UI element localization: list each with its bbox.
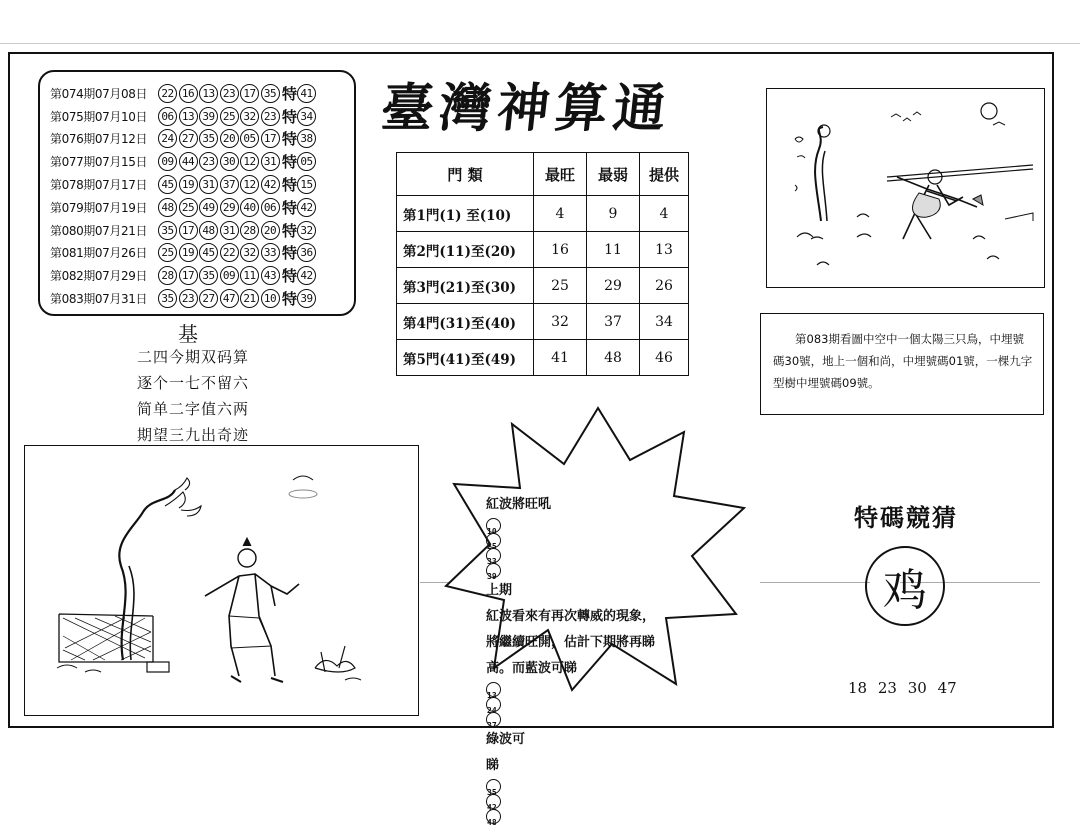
cell-min: 29 <box>587 268 640 304</box>
number-ball: 06 <box>158 107 177 126</box>
number-ball: 48 <box>199 221 218 240</box>
number-ball: 05 <box>240 129 259 148</box>
zodiac-animal: 鸡 <box>883 565 927 616</box>
number-ball: 35 <box>158 221 177 240</box>
mini-number-ball: 33 <box>486 548 501 563</box>
draw-row <box>50 150 348 173</box>
number-ball: 16 <box>179 84 198 103</box>
star-line-5 <box>486 753 718 827</box>
cell-category: 第4門(31)至(40) <box>397 304 534 340</box>
number-ball: 37 <box>220 175 239 194</box>
number-ball: 45 <box>199 243 218 262</box>
number-ball: 17 <box>179 266 198 285</box>
cell-offer: 34 <box>640 304 689 340</box>
number-ball: 33 <box>261 243 280 262</box>
star-line-2: 紅波看來有再次轉威的現象， <box>486 609 656 624</box>
star-balls-blue <box>486 682 718 730</box>
special-label: 特 <box>282 153 298 172</box>
draw-row <box>50 105 348 128</box>
cell-category: 第3門(21)至(30) <box>397 268 534 304</box>
special-label: 特 <box>282 107 298 126</box>
scan-line <box>760 582 870 583</box>
number-ball: 12 <box>240 152 259 171</box>
description-text: 第083期看圖中空中一個太陽三只鳥，中埋號碼30號，地上一個和尚，中埋號碼01號，一棵九字型樹中埋號碼09號。 <box>773 332 1033 390</box>
number-ball: 22 <box>220 243 239 262</box>
special-label: 特 <box>282 176 298 195</box>
poem-line: 二四今期双码算 <box>137 348 250 366</box>
special-label: 特 <box>282 221 298 240</box>
monk-illustration <box>766 88 1045 288</box>
star-balls-green <box>486 779 718 827</box>
draw-row <box>50 219 348 242</box>
number-ball: 44 <box>179 152 198 171</box>
special-number-ball: 39 <box>297 289 316 308</box>
number-ball: 31 <box>220 221 239 240</box>
number-ball: 23 <box>261 107 280 126</box>
poem-line: 期望三九出奇迹 <box>137 426 250 444</box>
number-ball: 39 <box>199 107 218 126</box>
special-label: 特 <box>282 130 298 149</box>
number-ball: 10 <box>261 289 280 308</box>
star-line-3: 將繼續旺開，估計下期將再睇 <box>486 635 656 650</box>
cell-max: 4 <box>534 196 587 232</box>
number-ball: 28 <box>158 266 177 285</box>
cell-category: 第5門(41)至(49) <box>397 340 534 376</box>
special-number-ball: 38 <box>297 129 316 148</box>
number-ball: 40 <box>240 198 259 217</box>
header-offer: 提供 <box>640 153 689 196</box>
draw-row <box>50 128 348 151</box>
cell-min: 9 <box>587 196 640 232</box>
mini-number-ball: 37 <box>486 712 501 727</box>
special-number-ball: 15 <box>297 175 316 194</box>
number-ball: 35 <box>199 129 218 148</box>
number-ball: 24 <box>158 129 177 148</box>
mini-number-ball: 48 <box>486 809 501 824</box>
cell-max: 41 <box>534 340 587 376</box>
star-line-4-prefix: 高。而藍波可睇 <box>486 661 578 676</box>
zodiac-animal-badge <box>865 546 945 626</box>
draw-period: 第079期07月19日 <box>50 200 148 215</box>
monk-drawing <box>767 89 1045 288</box>
number-ball: 23 <box>199 152 218 171</box>
poem-title: 基 <box>178 322 198 346</box>
special-number-ball: 32 <box>297 221 316 240</box>
cell-max: 16 <box>534 232 587 268</box>
number-ball: 27 <box>179 129 198 148</box>
draw-row <box>50 264 348 287</box>
star-line-4 <box>486 656 718 753</box>
draw-period: 第082期07月29日 <box>50 269 148 284</box>
number-ball: 32 <box>240 243 259 262</box>
mini-number-ball: 39 <box>486 563 501 578</box>
number-ball: 49 <box>199 198 218 217</box>
mini-number-ball: 35 <box>486 779 501 794</box>
number-ball: 12 <box>240 175 259 194</box>
number-ball: 09 <box>220 266 239 285</box>
number-ball: 25 <box>220 107 239 126</box>
draw-row <box>50 287 348 310</box>
number-ball: 47 <box>220 289 239 308</box>
cell-min: 11 <box>587 232 640 268</box>
main-title: 臺灣神算通 <box>378 78 675 139</box>
special-number-ball: 36 <box>297 243 316 262</box>
number-ball: 19 <box>179 243 198 262</box>
number-ball: 48 <box>158 198 177 217</box>
cell-offer: 13 <box>640 232 689 268</box>
number-ball: 30 <box>220 152 239 171</box>
special-number-ball: 05 <box>297 152 316 171</box>
number-ball: 20 <box>261 221 280 240</box>
number-ball: 42 <box>261 175 280 194</box>
number-ball: 25 <box>158 243 177 262</box>
special-label: 特 <box>282 198 298 217</box>
star-line-4-suffix: 綠波可 <box>486 732 526 747</box>
number-ball: 31 <box>261 152 280 171</box>
table-row <box>397 340 689 376</box>
special-number-ball: 41 <box>297 84 316 103</box>
draw-period: 第080期07月21日 <box>50 223 148 238</box>
cell-offer: 26 <box>640 268 689 304</box>
table-row <box>397 232 689 268</box>
mini-number-ball: 13 <box>486 682 501 697</box>
star-line-1-prefix: 紅波將旺吼 <box>486 497 552 512</box>
number-ball: 45 <box>158 175 177 194</box>
guess-numbers: 18 23 30 47 <box>848 679 957 697</box>
draw-period: 第077期07月15日 <box>50 155 148 170</box>
cell-max: 25 <box>534 268 587 304</box>
number-ball: 27 <box>199 289 218 308</box>
table-row <box>397 268 689 304</box>
cell-offer: 4 <box>640 196 689 232</box>
number-ball: 22 <box>158 84 177 103</box>
header-max: 最旺 <box>534 153 587 196</box>
number-ball: 06 <box>261 198 280 217</box>
star-line-5-prefix: 睇 <box>486 758 500 773</box>
scholar-illustration <box>24 445 419 716</box>
special-number-ball: 42 <box>297 198 316 217</box>
number-ball: 21 <box>240 289 259 308</box>
number-ball: 17 <box>240 84 259 103</box>
mini-number-ball: 42 <box>486 794 501 809</box>
draw-period: 第076期07月12日 <box>50 132 148 147</box>
number-ball: 32 <box>240 107 259 126</box>
special-guess-title: 特碼競猜 <box>854 503 958 532</box>
number-ball: 35 <box>261 84 280 103</box>
number-ball: 09 <box>158 152 177 171</box>
draw-period: 第078期07月17日 <box>50 178 148 193</box>
star-line-1-suffix: 上期 <box>486 583 513 598</box>
cell-min: 48 <box>587 340 640 376</box>
number-ball: 29 <box>220 198 239 217</box>
star-line-1 <box>486 492 718 604</box>
cell-category: 第1門(1) 至(10) <box>397 196 534 232</box>
number-ball: 13 <box>199 84 218 103</box>
special-number-ball: 34 <box>297 107 316 126</box>
mini-number-ball: 25 <box>486 533 501 548</box>
number-ball: 11 <box>240 266 259 285</box>
number-ball: 23 <box>220 84 239 103</box>
star-balls-red <box>486 518 718 581</box>
draw-row <box>50 242 348 265</box>
cell-offer: 46 <box>640 340 689 376</box>
star-burst-text <box>486 492 718 827</box>
draw-period: 第083期07月31日 <box>50 292 148 307</box>
draw-period: 第074期07月08日 <box>50 86 148 101</box>
table-row <box>397 196 689 232</box>
cell-max: 32 <box>534 304 587 340</box>
table-row <box>397 304 689 340</box>
special-label: 特 <box>282 267 298 286</box>
category-table <box>396 152 689 376</box>
number-ball: 20 <box>220 129 239 148</box>
header-min: 最弱 <box>587 153 640 196</box>
special-number-ball: 42 <box>297 266 316 285</box>
cell-category: 第2門(11)至(20) <box>397 232 534 268</box>
draw-period: 第075期07月10日 <box>50 109 148 124</box>
draw-row <box>50 196 348 219</box>
special-label: 特 <box>282 290 298 309</box>
scholar-drawing <box>25 446 419 716</box>
hint-description <box>760 313 1044 415</box>
draw-row <box>50 173 348 196</box>
mini-number-ball: 10 <box>486 518 501 533</box>
number-ball: 43 <box>261 266 280 285</box>
number-ball: 23 <box>179 289 198 308</box>
number-ball: 35 <box>158 289 177 308</box>
header-category: 門 類 <box>397 153 534 196</box>
number-ball: 31 <box>199 175 218 194</box>
number-ball: 17 <box>261 129 280 148</box>
cell-min: 37 <box>587 304 640 340</box>
poem-line: 简单二字值六两 <box>137 400 250 418</box>
special-label: 特 <box>282 244 298 263</box>
number-ball: 19 <box>179 175 198 194</box>
number-ball: 28 <box>240 221 259 240</box>
number-ball: 13 <box>179 107 198 126</box>
poem-line: 逐个一七不留六 <box>137 374 250 392</box>
number-ball: 25 <box>179 198 198 217</box>
draw-row <box>50 82 348 105</box>
draw-history-panel <box>38 70 356 316</box>
mini-number-ball: 24 <box>486 697 501 712</box>
number-ball: 35 <box>199 266 218 285</box>
draw-period: 第081期07月26日 <box>50 246 148 261</box>
special-label: 特 <box>282 84 298 103</box>
scan-line <box>0 43 1080 44</box>
number-ball: 17 <box>179 221 198 240</box>
